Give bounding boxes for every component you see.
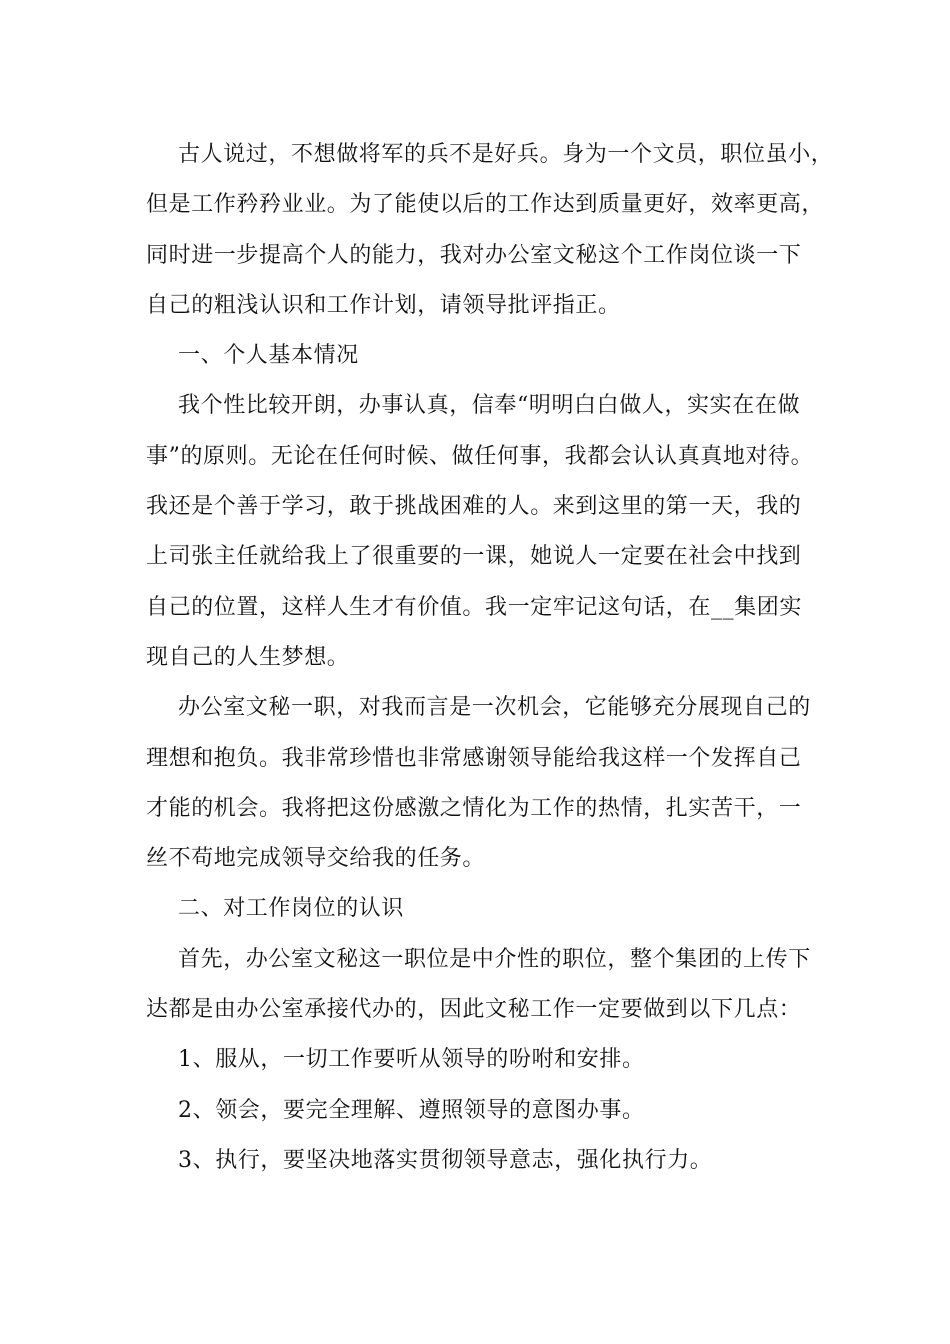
section-heading: 二、对工作岗位的认识 (178, 896, 405, 922)
paragraph-line: 才能的机会。我将把这份感激之情化为工作的热情，扎实苦干，一 (146, 795, 802, 821)
paragraph-line: 现自己的人生梦想。 (146, 644, 350, 670)
paragraph-line: 但是工作矜矜业业。为了能使以后的工作达到质量更好，效率更高， (146, 192, 825, 218)
paragraph-line: 事”的原则。无论在任何时候、做任何事，我都会认认真真地对待。 (146, 443, 814, 469)
list-item: 2、领会，要完全理解、遵照领导的意图办事。 (178, 1097, 645, 1123)
paragraph-line: 古人说过，不想做将军的兵不是好兵。身为一个文员，职位虽小， (178, 142, 834, 167)
paragraph-line: 达都是由办公室承接代办的，因此文秘工作一定要做到以下几点： (146, 997, 802, 1023)
list-item: 1、服从，一切工作要听从领导的吩咐和安排。 (178, 1047, 645, 1073)
paragraph-line: 我个性比较开朗，办事认真，信奉“明明白白做人，实实在在做 (178, 393, 801, 419)
list-item: 3、执行，要坚决地落实贯彻领导意志，强化执行力。 (178, 1147, 713, 1173)
paragraph-line: 自己的粗浅认识和工作计划，请领导批评指正。 (146, 292, 621, 318)
paragraph-line: 丝不苟地完成领导交给我的任务。 (146, 846, 486, 872)
paragraph-line: 理想和抱负。我非常珍惜也非常感谢领导能给我这样一个发挥自己 (146, 745, 802, 771)
paragraph-line: 办公室文秘一职，对我而言是一次机会，它能够充分展现自己的 (178, 695, 811, 721)
paragraph-line: 同时进一步提高个人的能力，我对办公室文秘这个工作岗位谈一下 (146, 242, 802, 268)
document-body (146, 130, 834, 1186)
paragraph-line: 上司张主任就给我上了很重要的一课，她说人一定要在社会中找到 (146, 544, 802, 570)
paragraph-line: 首先，办公室文秘这一职位是中介性的职位，整个集团的上传下 (178, 946, 811, 972)
section-heading: 一、个人基本情况 (178, 343, 359, 369)
paragraph-line: 自己的位置，这样人生才有价值。我一定牢记这句话，在__集团实 (146, 594, 803, 620)
paragraph-line: 我还是个善于学习，敢于挑战困难的人。来到这里的第一天，我的 (146, 494, 802, 520)
